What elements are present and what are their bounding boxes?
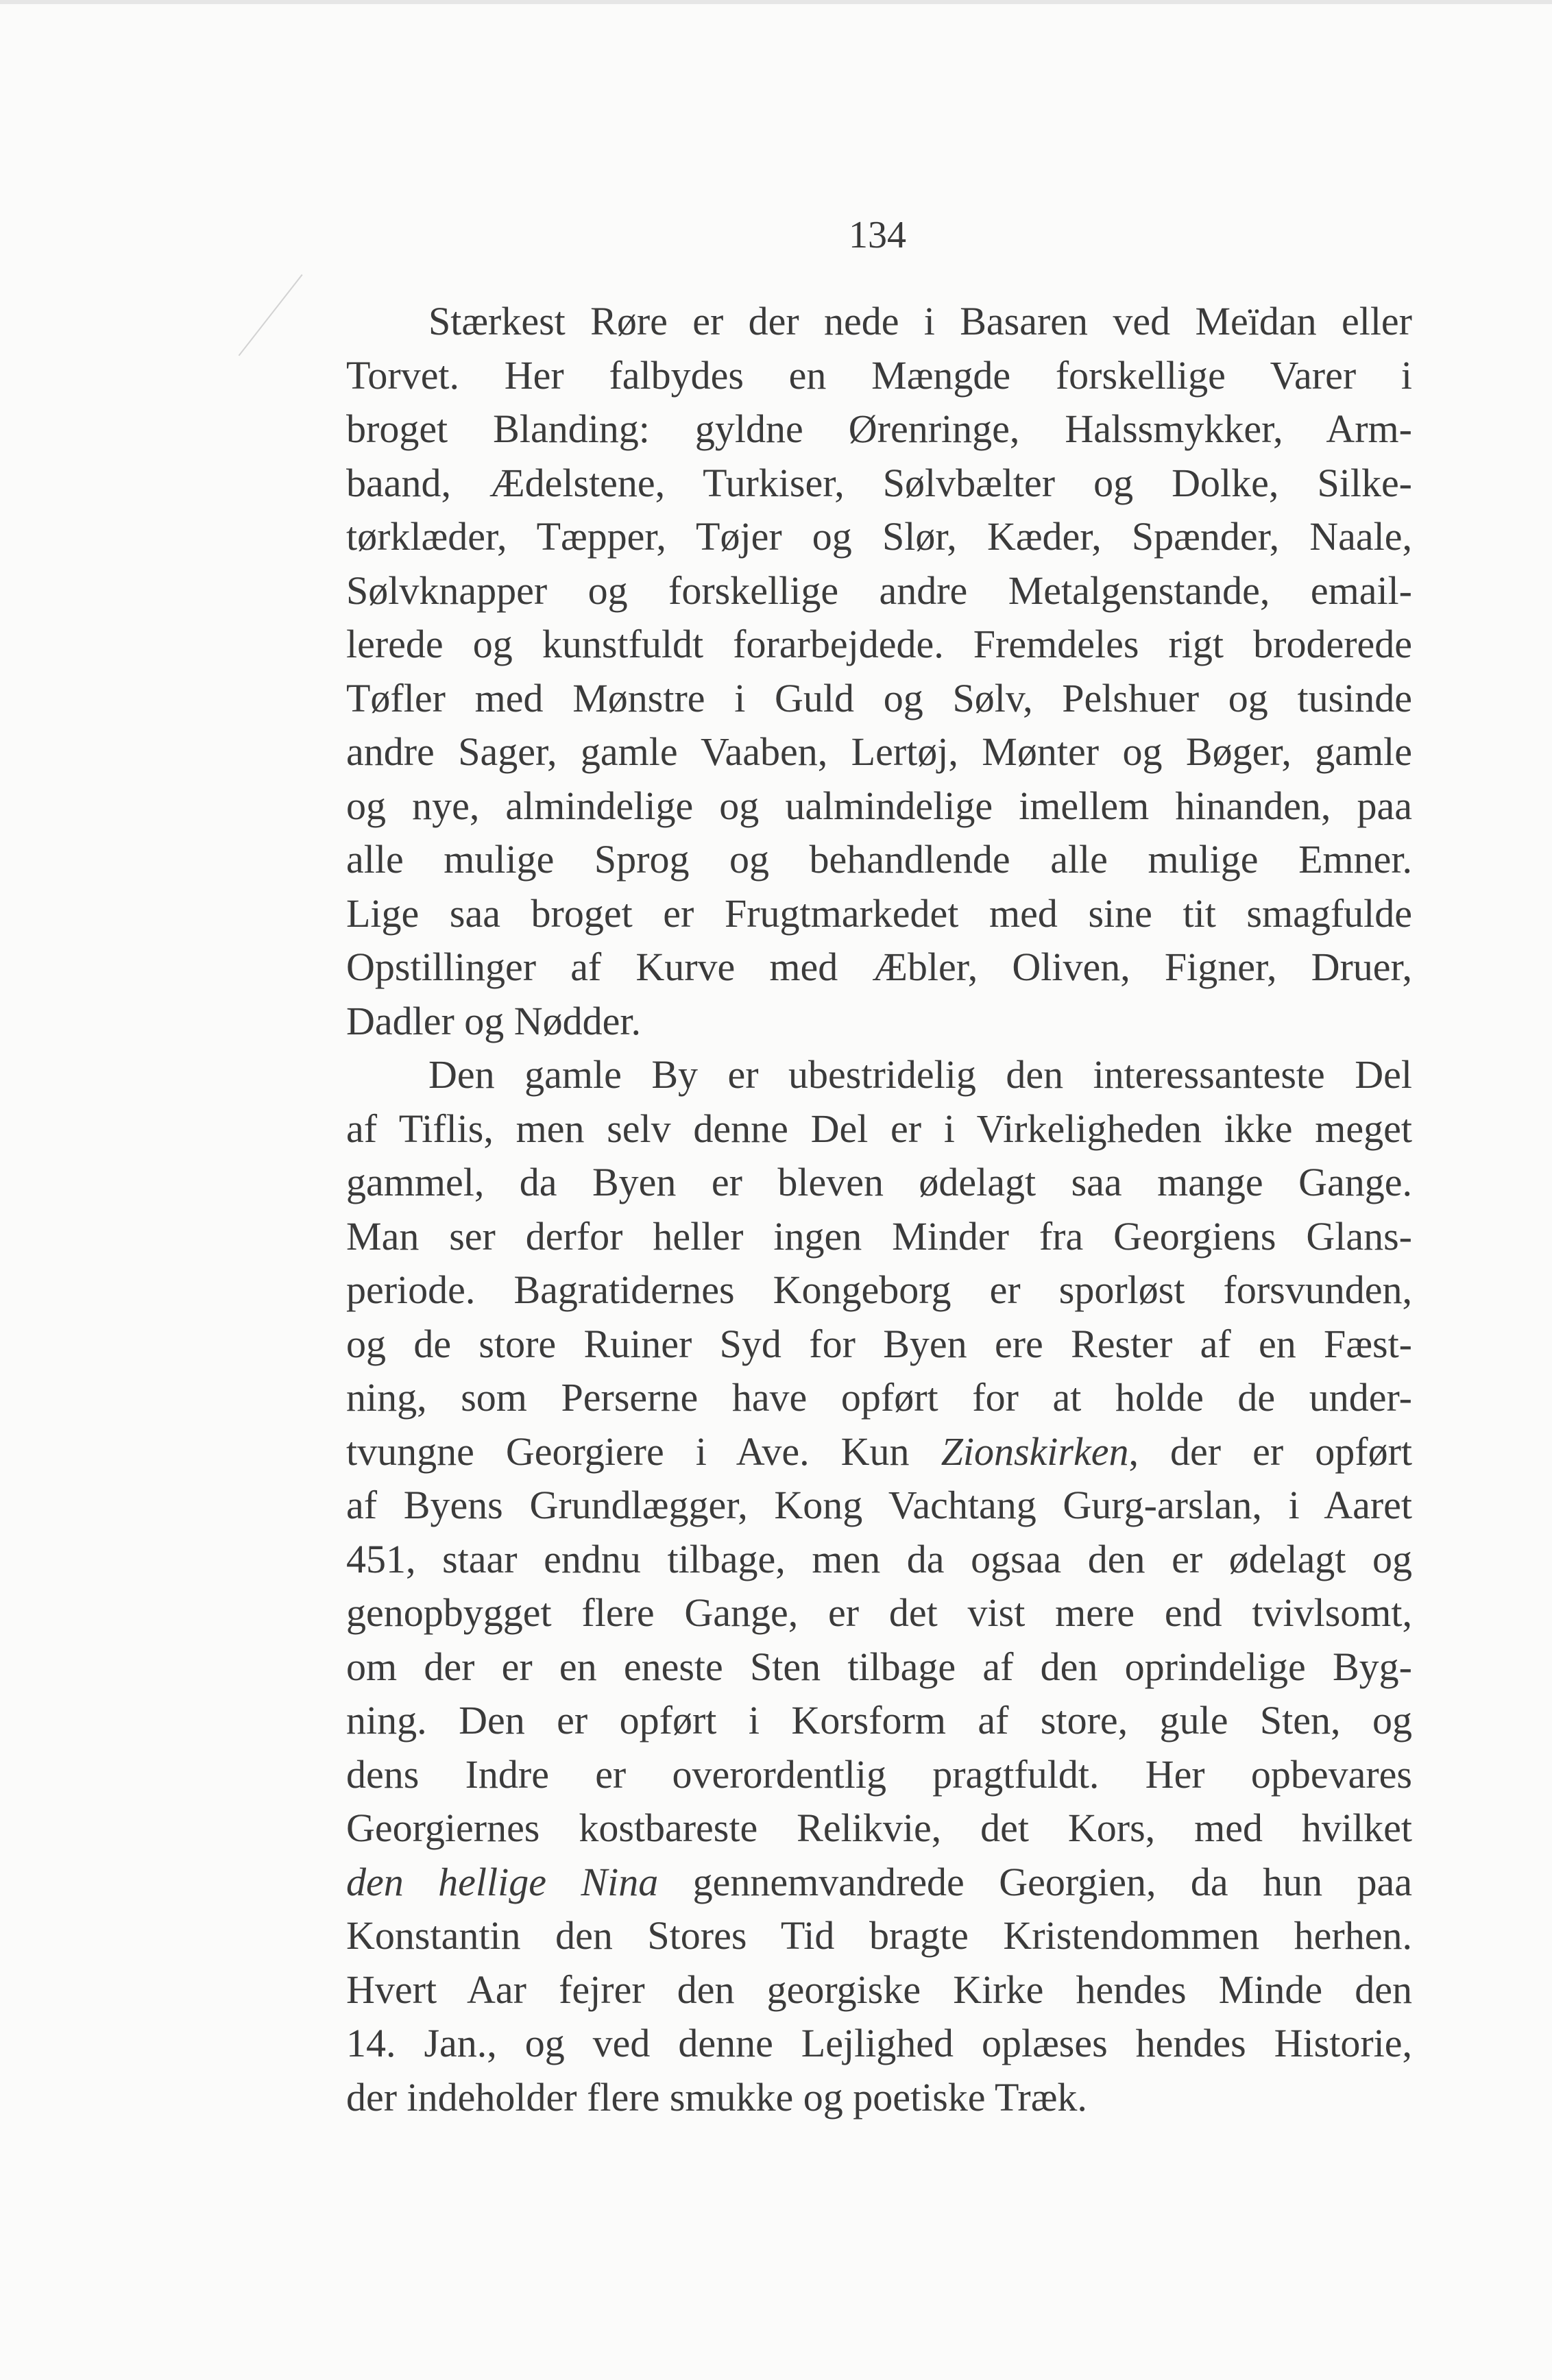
italic-name: den hellige Nina: [346, 1859, 659, 1904]
text-line-10: og nye, almindelige og ualmindelige imellem hinanden, paa: [346, 783, 1412, 828]
text-line-14: Dadler og Nødder.: [346, 998, 642, 1043]
text-line-13: Opstillinger af Kurve med Æbler, Oliven, Figner, Druer,: [346, 945, 1412, 989]
text-line-03: broget Blanding: gyldne Ørenringe, Halssmykker, Arm-: [346, 406, 1412, 451]
text-line-06: Sølvknapper og forskellige andre Metalgenstande, email-: [346, 568, 1412, 613]
text-line-04: baand, Ædelstene, Turkiser, Sølvbælter og Dolke, Silke-: [346, 460, 1412, 505]
text-line-29: Georgiernes kostbareste Relikvie, det Kors, med hvilket: [346, 1806, 1412, 1850]
text-line-05: tørklæder, Tæpper, Tøjer og Slør, Kæder, Spænder, Naale,: [346, 514, 1412, 559]
text-line-02: Torvet. Her falbydes en Mængde forskellige Varer i: [346, 352, 1412, 398]
text-line-30: den hellige Nina gennemvandrede Georgien, da hun paa: [346, 1859, 1412, 1904]
text-line-19: periode. Bagratidernes Kongeborg er sporløst forsvunden,: [346, 1267, 1412, 1312]
text-line-08: Tøfler med Mønstre i Guld og Sølv, Pelshuer og tusinde: [346, 675, 1412, 720]
text-line-16: af Tiflis, men selv denne Del er i Virkeligheden ikke meget: [346, 1106, 1412, 1151]
text-line-32: Hvert Aar fejrer den georgiske Kirke hendes Minde den: [346, 1967, 1412, 2012]
text-line-07: lerede og kunstfuldt forarbejdede. Fremdeles rigt broderede: [346, 622, 1412, 666]
text-line-11: alle mulige Sprog og behandlende alle mulige Emner.: [346, 837, 1412, 882]
text-line-09: andre Sager, gamle Vaaben, Lertøj, Mønter og Bøger, gamle: [346, 729, 1412, 774]
text-line-33: 14. Jan., og ved denne Lejlighed oplæses hendes Historie,: [346, 2021, 1412, 2065]
text-line-12: Lige saa broget er Frugtmarkedet med sine tit smagfulde: [346, 890, 1412, 936]
text-line-20: og de store Ruiner Syd for Byen ere Rester af en Fæst-: [346, 1321, 1412, 1366]
text-line-28: dens Indre er overordentlig pragtfuldt. Her opbevares: [346, 1751, 1412, 1797]
text-line-31: Konstantin den Stores Tid bragte Kristendommen herhen.: [346, 1913, 1412, 1958]
text-line-01: Stærkest Røre er der nede i Basaren ved Meïdan eller: [428, 299, 1412, 343]
text-line-25: genopbygget flere Gange, er det vist mere end tvivlsomt,: [346, 1590, 1412, 1635]
text-line-18: Man ser derfor heller ingen Minder fra Georgiens Glans-: [346, 1213, 1412, 1259]
text-line-15: Den gamle By er ubestridelig den interessanteste Del: [428, 1052, 1412, 1097]
text-line-17: gammel, da Byen er bleven ødelagt saa mange Gange.: [346, 1160, 1412, 1204]
page-number: 134: [849, 214, 906, 256]
body-text: [346, 295, 1412, 2124]
text-line-26: om der er en eneste Sten tilbage af den oprindelige Byg-: [346, 1644, 1412, 1689]
pencil-mark: [239, 274, 303, 356]
text-line-34: der indeholder flere smukke og poetiske Træk.: [346, 2074, 1087, 2120]
text-line-27: ning. Den er opført i Korsform af store, gule Sten, og: [346, 1698, 1412, 1742]
text-line-21: ning, som Perserne have opført for at holde de under-: [346, 1375, 1412, 1420]
scan-top-edge: [0, 0, 1552, 4]
text-line-23: af Byens Grundlægger, Kong Vachtang Gurg-arslan, i Aaret: [346, 1483, 1412, 1527]
text-line-24: 451, staar endnu tilbage, men da ogsaa den er ødelagt og: [346, 1536, 1412, 1581]
text-line-22: tvungne Georgiere i Ave. Kun Zionskirken, der er opført: [346, 1429, 1413, 1474]
italic-name: Zionskirken: [941, 1429, 1129, 1474]
